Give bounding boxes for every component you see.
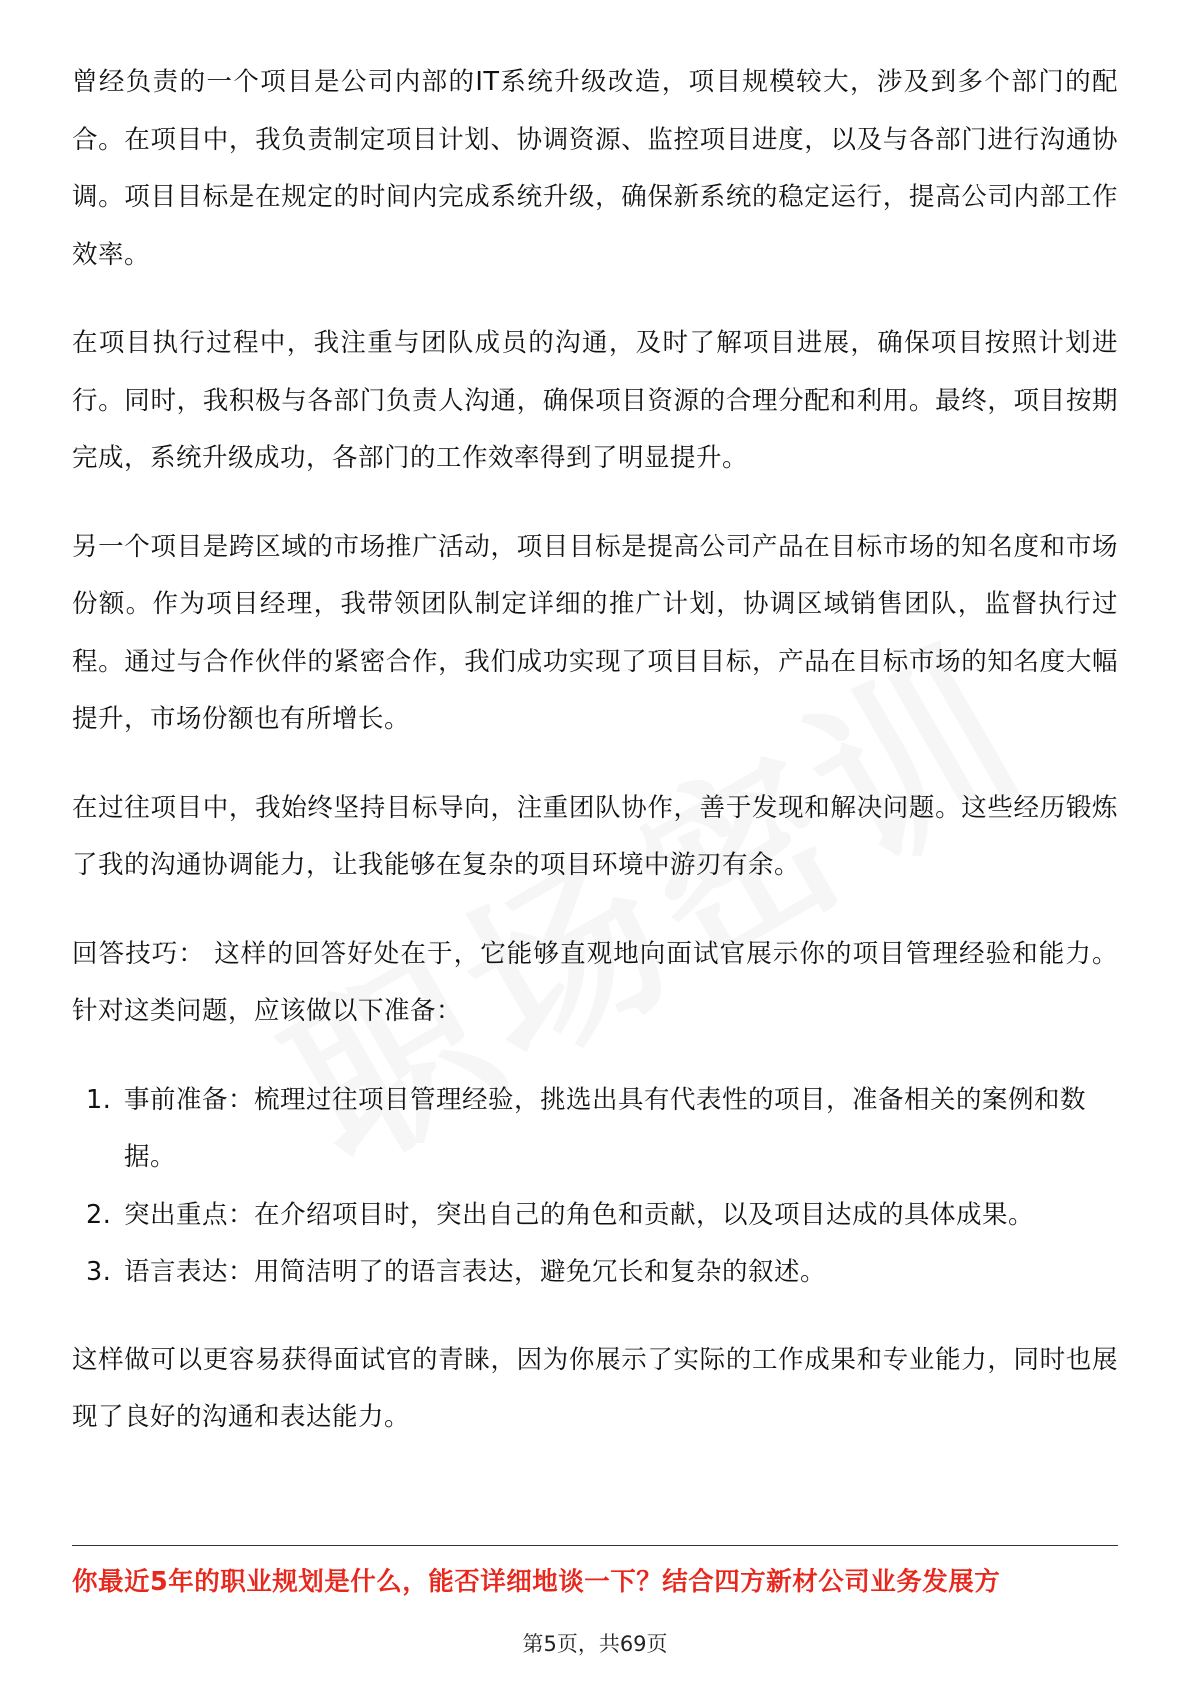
list-item-number: 2.	[86, 1199, 112, 1230]
next-question-heading: 你最近5年的职业规划是什么，能否详细地谈一下？结合四方新材公司业务发展方	[72, 1567, 1001, 1597]
section-divider	[72, 1545, 1118, 1546]
body-paragraph-2: 在项目执行过程中，我注重与团队成员的沟通，及时了解项目进展，确保项目按照计划进行。同时，我积极与各部门负责人沟通，确保项目资源的合理分配和利用。最终，项目按期完成，系统升级成功，各部门的工作效率得到了明显提升。	[72, 328, 1118, 473]
list-item-number: 1.	[86, 1084, 112, 1115]
tips-list	[72, 1072, 1118, 1302]
page-content	[72, 54, 1118, 1478]
list-item	[72, 1187, 1118, 1245]
body-paragraph-3: 另一个项目是跨区域的市场推广活动，项目目标是提高公司产品在目标市场的知名度和市场份额。作为项目经理，我带领团队制定详细的推广计划，协调区域销售团队，监督执行过程。通过与合作伙伴的紧密合作，我们成功实现了项目目标，产品在目标市场的知名度大幅提升，市场份额也有所增长。	[72, 531, 1118, 734]
body-paragraph-4: 在过往项目中，我始终坚持目标导向，注重团队协作，善于发现和解决问题。这些经历锻炼了我的沟通协调能力，让我能够在复杂的项目环境中游刃有余。	[72, 792, 1118, 880]
list-item-text: 语言表达：用简洁明了的语言表达，避免冗长和复杂的叙述。	[124, 1257, 827, 1287]
list-item	[72, 1072, 1118, 1187]
closing-paragraph: 这样做可以更容易获得面试官的青睐，因为你展示了实际的工作成果和专业能力，同时也展现了良好的沟通和表达能力。	[72, 1344, 1118, 1432]
list-item-text: 事前准备：梳理过往项目管理经验，挑选出具有代表性的项目，准备相关的案例和数据。	[124, 1084, 1087, 1172]
answer-tips-intro: 回答技巧： 这样的回答好处在于，它能够直观地向面试官展示你的项目管理经验和能力。针对这类问题，应该做以下准备：	[72, 938, 1118, 1026]
list-item-text: 突出重点：在介绍项目时，突出自己的角色和贡献，以及项目达成的具体成果。	[124, 1199, 1035, 1230]
list-item	[72, 1244, 1118, 1302]
body-paragraph-1: 曾经负责的一个项目是公司内部的IT系统升级改造，项目规模较大，涉及到多个部门的配合。在项目中，我负责制定项目计划、协调资源、监控项目进度，以及与各部门进行沟通协调。项目目标是在规定的时间内完成系统升级，确保新系统的稳定运行，提高公司内部工作效率。	[72, 67, 1118, 270]
list-item-number: 3.	[86, 1257, 112, 1287]
page-number-footer: 第5页，共69页	[522, 1632, 668, 1656]
